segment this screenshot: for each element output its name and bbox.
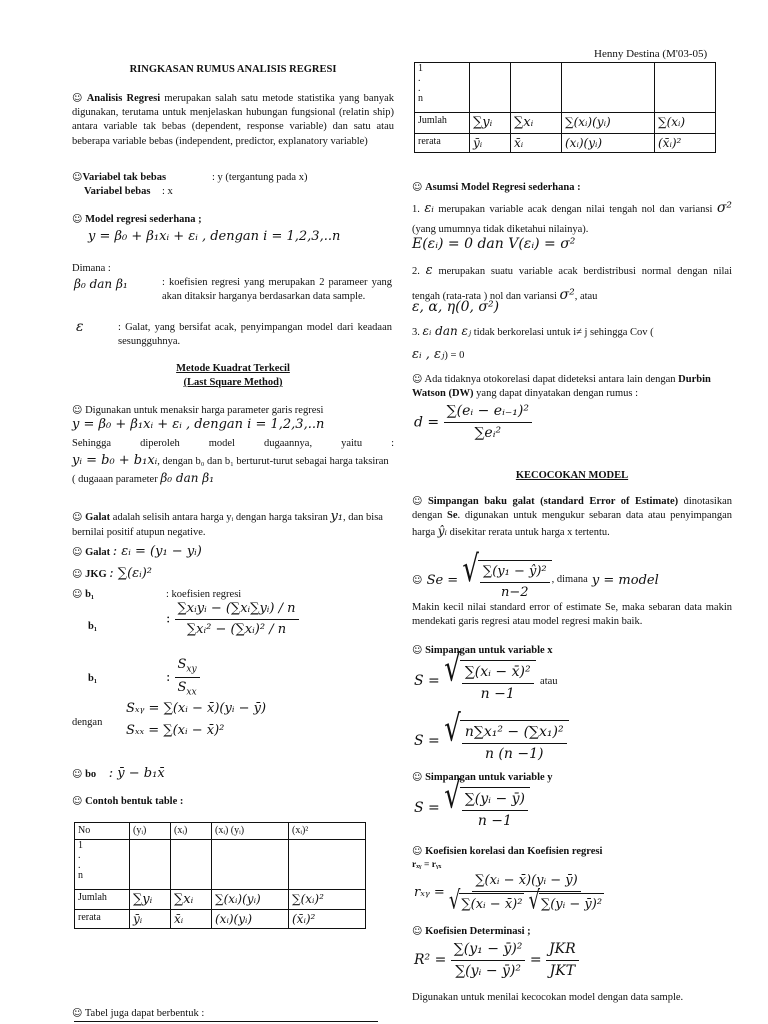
kecocokan-title: KECOCOKAN MODEL	[515, 470, 629, 481]
smiley-icon: ☺	[412, 574, 423, 586]
variables-block	[72, 171, 394, 199]
table-row	[75, 889, 366, 910]
example-table	[74, 822, 366, 929]
durbin-watson-formula: d = $\frac{\text{∑(eᵢ − eᵢ₋₁)²}}{\text{∑eᵢ²}}$	[414, 402, 532, 443]
smiley-icon: ☺	[412, 374, 423, 385]
bo-equation: ☺ bo : ȳ − b₁x̄	[72, 766, 165, 781]
table-cell: (xᵢ)(yᵢ)	[562, 133, 655, 152]
asumsi-1-equation: E(εᵢ) = 0 dan V(εᵢ) = σ²	[412, 236, 576, 252]
smiley-icon: ☺	[72, 512, 83, 523]
table-row	[415, 113, 716, 134]
table-cell: ∑yᵢ	[470, 113, 511, 134]
table-cell	[562, 63, 655, 113]
smiley-icon: ☺	[412, 926, 423, 937]
table-cell: rerata	[75, 910, 130, 929]
model-head: ☺ Model regresi sederhana ;	[72, 214, 202, 225]
se-formula: ☺ Se = √ $\frac{\text{∑(y₁ − ŷ)²}}{n-2}$ , dimana y = model	[412, 548, 659, 600]
table-cell: rerata	[415, 133, 470, 152]
table-cell: Jumlah	[75, 889, 130, 910]
se-paragraph: ☺ Simpangan baku galat (standard Error of Estimate) dinotasikan dengan Se. digunakan untuk mengukur sebaran data atau penyimpangan harga ŷᵢ disekitar rerata untuk harga x tertentu.	[412, 496, 733, 539]
intro-head: Analisis Regresi	[86, 93, 161, 104]
table-header-cell: No	[75, 823, 130, 840]
table-header-cell: (xᵢ)²	[289, 823, 366, 840]
sehingga-text: Sehingga diperoleh model dugaannya, yaitu :	[72, 438, 394, 449]
table-header-cell: (xᵢ)	[171, 823, 212, 840]
smiley-icon: ☺	[412, 846, 423, 857]
table-cell: ȳᵢ	[470, 133, 511, 152]
table-cell: 1 . . n	[415, 63, 470, 113]
beta-description: : koefisien regresi yang merupakan 2 parameer yang akan ditaksir harganya berdasarkan data sample.	[162, 277, 392, 303]
sxx-equation: Sₓₓ = ∑(xᵢ − x̄)²	[126, 723, 225, 738]
smiley-icon: ☺	[72, 93, 83, 104]
intro-text: merupakan salah satu metode statistika yang banyak digunakan, terutama untuk menjelaskan hubungan fungsional (relatin ship) antara variable tak bebas (dependent, response variable) dan satu atau beberapa variable bebas (independent, predictor, explanatory variable)	[72, 93, 394, 147]
var-tak-bebas-value: : y (tergantung pada x)	[212, 172, 308, 183]
page-title: RINGKASAN RUMUS ANALISIS REGRESI	[129, 64, 337, 75]
asumsi-1: 1. εᵢ merupakan variable acak dengan nilai tengah nol dan variansi σ² (yang umumnya tidak diketahui nilainya).	[412, 200, 733, 235]
smiley-icon: ☺	[412, 182, 423, 193]
korelasi-formula: rₓᵧ = ∑(xᵢ − x̄)(yᵢ − ȳ) √ ∑(xᵢ − x̄)² √ ∑(yᵢ − ȳ)²	[414, 873, 603, 916]
smiley-icon: ☺	[72, 172, 83, 183]
mkt-subtitle: (Last Square Method)	[183, 377, 283, 388]
sx-head: ☺ Simpangan untuk variable x	[412, 645, 553, 656]
smiley-icon: ☺	[72, 405, 83, 416]
table-cell: x̄ᵢ	[171, 910, 212, 929]
sx-formula: S = √ $\frac{\text{∑(xᵢ − x̄)²}}{n -1}$ atau	[414, 648, 558, 702]
sx-alt-formula: S = √ $\frac{\text{n∑x₁² − (∑x₁)²}}{n (n -1)}$	[414, 720, 569, 764]
smiley-icon: ☺	[412, 645, 423, 656]
dugaan-beta: β₀ dan β₁	[160, 470, 215, 485]
smiley-icon: ☺	[72, 796, 83, 807]
b1-row3-label: b₁	[88, 673, 97, 684]
contoh-head: ☺ Contoh bentuk table :	[72, 796, 184, 807]
b1-row2-label: b₁	[88, 621, 97, 632]
table-cell	[212, 839, 289, 889]
table-edge	[74, 1021, 378, 1022]
table-cell: x̄ᵢ	[511, 133, 562, 152]
var-bebas-value: : x	[162, 186, 173, 198]
mkt-title: Metode Kuadrat Terkecil	[176, 363, 290, 374]
sxy-equation: Sₓᵧ = ∑(xᵢ − x̄)(yᵢ − ȳ)	[126, 701, 267, 716]
table-cell: ∑(xᵢ)	[655, 113, 716, 134]
table-cell	[289, 839, 366, 889]
table-cell: Jumlah	[415, 113, 470, 134]
determinasi-note: Digunakan untuk menilai kecocokan model dengan data sample.	[412, 992, 684, 1003]
table-header-row	[75, 823, 366, 840]
table-cell: (x̄ᵢ)²	[289, 910, 366, 929]
table-cell: (x̄ᵢ)²	[655, 133, 716, 152]
smiley-icon: ☺	[72, 589, 83, 600]
mkt-text: ☺ Digunakan untuk menaksir harga parameter garis regresi	[72, 405, 324, 416]
determinasi-head: ☺ Koefisien Determinasi ;	[412, 926, 531, 937]
smiley-icon: ☺	[412, 496, 423, 507]
smiley-icon: ☺	[72, 547, 83, 558]
smiley-icon: ☺	[72, 1008, 83, 1019]
durbin-watson-text: ☺ Ada tidaknya otokorelasi dapat dideteksi antara lain dengan Durbin Watson (DW) yang dapat dinyatakan dengan rumus :	[412, 374, 711, 400]
table-cell: (xᵢ)(yᵢ)	[212, 910, 289, 929]
table-cell	[130, 839, 171, 889]
table-cell: ȳᵢ	[130, 910, 171, 929]
jkg-equation: ☺ JKG : ∑(εᵢ)²	[72, 566, 153, 581]
epsilon-symbol: ε	[76, 319, 84, 335]
mkt-equation: y = β₀ + β₁xᵢ + εᵢ , dengan i = 1,2,3,..n	[72, 417, 325, 432]
asumsi-2-equation: ε, α, η(0, σ²)	[412, 299, 500, 315]
table-cell	[511, 63, 562, 113]
table-cell: ∑(xᵢ)²	[289, 889, 366, 910]
b1-sxy-formula: : $\frac{S_{xy}}{S_{xx}}$	[166, 656, 200, 699]
korelasi-head: ☺ Koefisien korelasi dan Koefisien regresi	[412, 846, 603, 857]
table-cell: ∑(xᵢ)(yᵢ)	[562, 113, 655, 134]
table-cell	[171, 839, 212, 889]
dengan-label: dengan	[72, 717, 103, 728]
var-bebas-label: Variabel bebas	[84, 186, 151, 198]
var-tak-bebas-label: Variabel tak bebas	[82, 172, 167, 183]
asumsi-head: ☺ Asumsi Model Regresi sederhana :	[412, 182, 581, 193]
table-cell: ∑xᵢ	[171, 889, 212, 910]
korelasi-relation: rₓᵧ = rᵧₓ	[412, 860, 442, 870]
table-cell: ∑xᵢ	[511, 113, 562, 134]
epsilon-description: : Galat, yang bersifat acak, penyimpangan model dari keadaan sesungguhnya.	[118, 322, 392, 348]
table-header-cell: (xᵢ) (yᵢ)	[212, 823, 289, 840]
galat-equation: ☺ Galat : εᵢ = (y₁ − yᵢ)	[72, 544, 202, 559]
asumsi-2: 2. ε merupakan suatu variable acak berdistribusi normal dengan nilai tengah (rata-rata ) nol dan variansi σ², atau	[412, 263, 733, 303]
table-row	[415, 63, 716, 113]
beta-symbol: β₀ dan β₁	[74, 277, 128, 291]
table-cell: ∑(xᵢ)(yᵢ)	[212, 889, 289, 910]
dugaan-equation: yᵢ = b₀ + b₁xᵢ	[72, 453, 158, 468]
b1-label: : koefisien regresi	[166, 589, 242, 600]
b1-formula: : $\frac{\text{∑xᵢyᵢ − (∑xᵢ∑yᵢ) / n}}{\text{∑xᵢ² − (∑xᵢ)² / n}}$	[166, 600, 299, 638]
asumsi-3: 3. εᵢ dan εⱼ tidak berkorelasi untuk i≠ j sehingga Cov ( εᵢ , εⱼ) = 0	[412, 324, 654, 362]
se-note: Makin kecil nilai standard error of estimate Se, maka sebaran data makin mendekati garis regresi atau model regresi makin baik.	[412, 602, 732, 628]
smiley-icon: ☺	[412, 772, 423, 783]
author-header: Henny Destina (M'03-05)	[594, 48, 708, 60]
sy-head: ☺ Simpangan untuk variable y	[412, 772, 553, 783]
table-row	[415, 133, 716, 152]
table-cell: 1 . . n	[75, 839, 130, 889]
table-row	[75, 910, 366, 929]
table-cell	[470, 63, 511, 113]
sy-formula: S = √ $\frac{\text{∑(yᵢ − ȳ)}}{n -1}$	[414, 787, 530, 831]
model-equation: y = β₀ + β₁xᵢ + εᵢ , dengan i = 1,2,3,..n	[88, 229, 341, 244]
table-row	[75, 839, 366, 889]
dugaan-text: yᵢ = b₀ + b₁xᵢ, dengan b₀ dan b₁ berturut-turut sebagai harga taksiran ( dugaaan parameter β₀ dan β₁	[72, 453, 389, 485]
galat-text: ☺ Galat adalah selisih antara harga yᵢ dengan harga taksiran y₁, dan bisa bernilai positif atupun negative.	[72, 509, 383, 538]
intro-paragraph	[72, 92, 394, 149]
b1-head: ☺ b₁	[72, 589, 95, 600]
smiley-icon: ☺	[72, 214, 83, 225]
smiley-icon: ☺	[72, 569, 83, 580]
table-cell	[655, 63, 716, 113]
tabel-juga-text: ☺ Tabel juga dapat berbentuk :	[72, 1008, 205, 1019]
table-header-cell: (yᵢ)	[130, 823, 171, 840]
continued-table	[414, 62, 716, 153]
table-cell: ∑yᵢ	[130, 889, 171, 910]
dimana-label: Dimana :	[72, 263, 111, 274]
smiley-icon: ☺	[72, 769, 83, 780]
determinasi-formula: R² = $\frac{\text{∑(y₁ − ȳ)²}}{\text{∑(yᵢ − ȳ)²}}$ = $\frac{\text{JKR}}{\text{JKT}}$	[414, 940, 579, 981]
